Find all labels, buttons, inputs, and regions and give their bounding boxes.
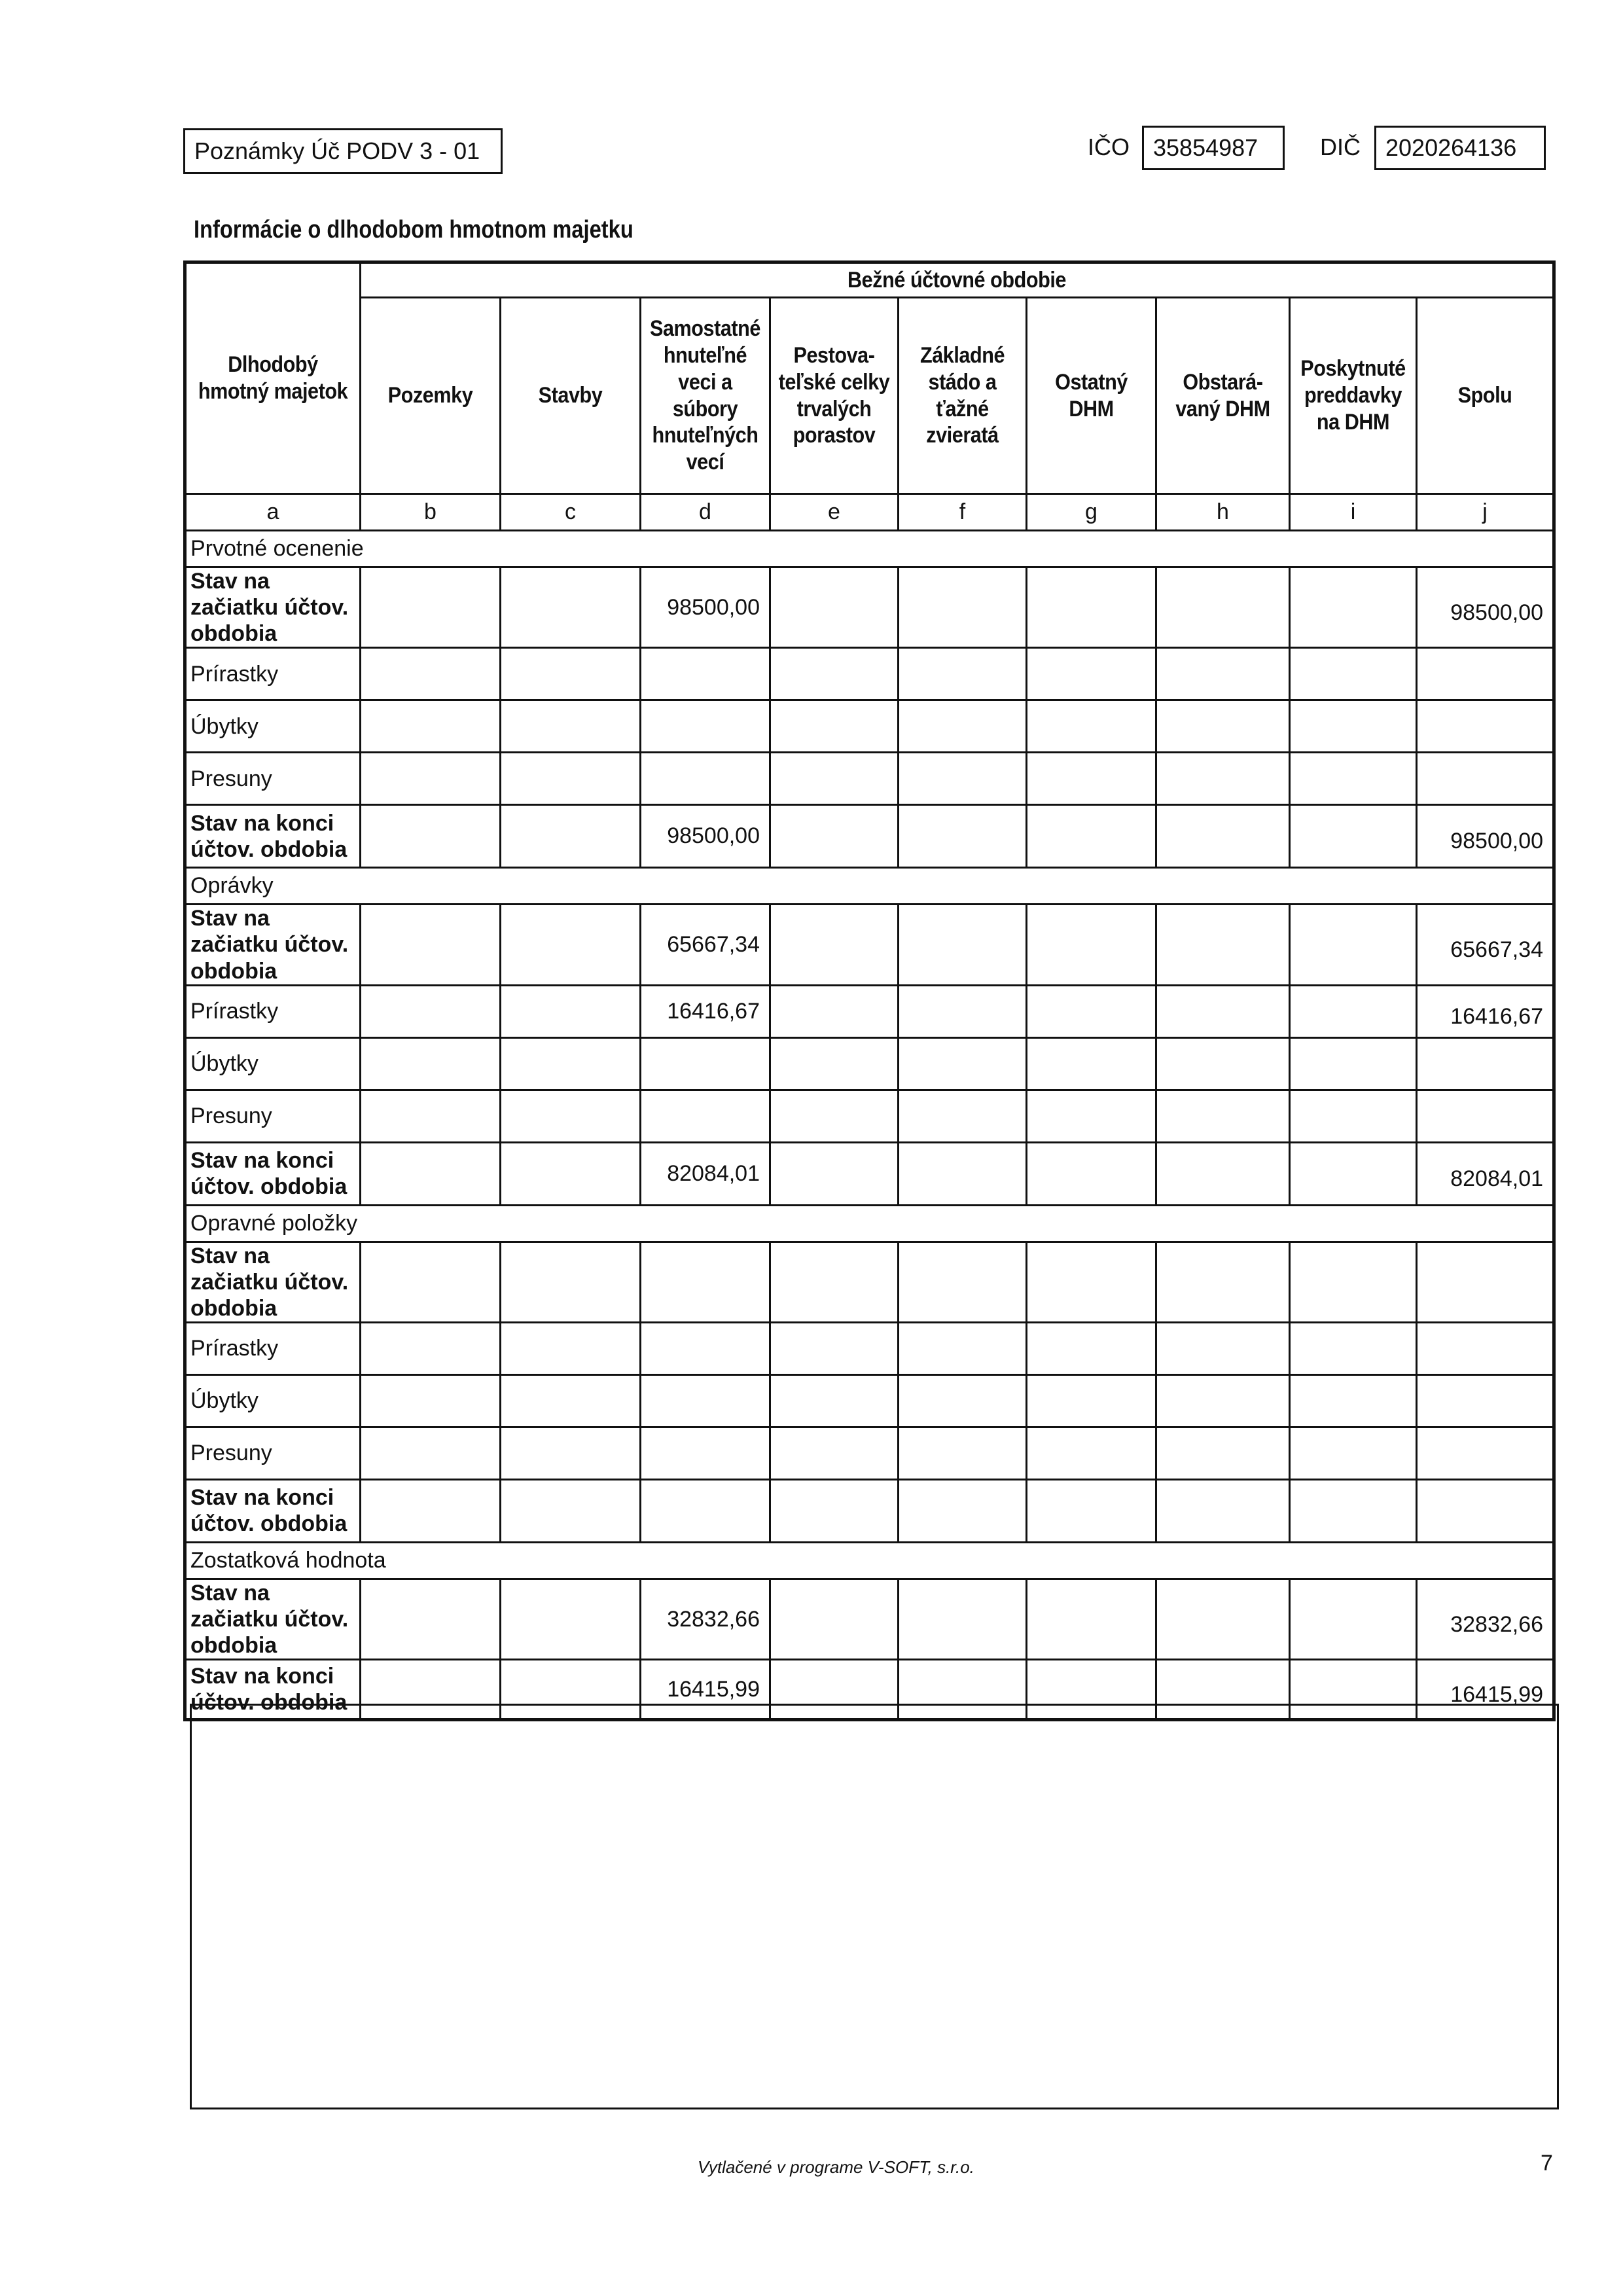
row-label: Prírastky (185, 1322, 361, 1374)
value-cell (770, 1427, 899, 1479)
value-cell (361, 1427, 501, 1479)
row-label: Stav na začiatku účtov. obdobia (185, 567, 361, 648)
value-cell (1027, 985, 1156, 1037)
value-cell (770, 1242, 899, 1322)
value-cell (361, 700, 501, 753)
section-row (185, 531, 1554, 567)
table-row (185, 1427, 1554, 1479)
value-cell (1156, 648, 1290, 700)
value-cell (1027, 1242, 1156, 1322)
value-cell: 16416,67 (641, 985, 770, 1037)
row-label: Stav na konci účtov. obdobia (185, 1142, 361, 1205)
value-cell (770, 985, 899, 1037)
column-header-obstaravany-dhm: Obstará-vaný DHM (1156, 298, 1290, 494)
value-cell (1417, 1090, 1554, 1142)
value-cell (1290, 1374, 1417, 1427)
value-cell: 16415,99 (1417, 1660, 1554, 1720)
value-cell (501, 905, 641, 985)
value-cell (361, 805, 501, 868)
section-row (185, 1542, 1554, 1579)
value-cell (1027, 1142, 1156, 1205)
column-letter: e (770, 494, 899, 531)
dic-label: DIČ (1320, 134, 1361, 160)
value-cell (501, 805, 641, 868)
value-cell (1027, 753, 1156, 805)
table-row (185, 1579, 1554, 1659)
value-cell (361, 567, 501, 648)
document-id: Poznámky Úč PODV 3 - 01 (194, 137, 480, 164)
value-cell (1027, 648, 1156, 700)
column-header-pozemky: Pozemky (361, 298, 501, 494)
value-cell (1290, 985, 1417, 1037)
row-label: Stav na začiatku účtov. obdobia (185, 1579, 361, 1659)
value-cell: 16416,67 (1417, 985, 1554, 1037)
value-cell (1290, 1090, 1417, 1142)
value-cell (1417, 648, 1554, 700)
value-cell (361, 1479, 501, 1542)
value-cell (899, 1374, 1027, 1427)
value-cell (1417, 1322, 1554, 1374)
page-title: Informácie o dlhodobom hmotnom majetku (194, 216, 633, 243)
value-cell: 82084,01 (1417, 1142, 1554, 1205)
value-cell (361, 1579, 501, 1659)
value-cell (501, 1322, 641, 1374)
row-label: Prírastky (185, 648, 361, 700)
value-cell (1156, 1374, 1290, 1427)
value-cell (1156, 1090, 1290, 1142)
value-cell (770, 1037, 899, 1090)
table-row (185, 1322, 1554, 1374)
value-cell (361, 1242, 501, 1322)
value-cell (501, 1374, 641, 1427)
column-header-hnutelne-veci: Samostatné hnuteľné veci a súbory hnuteľných vecí (641, 298, 770, 494)
table-row (185, 1090, 1554, 1142)
column-letter: j (1417, 494, 1554, 531)
row-label: Stav na konci účtov. obdobia (185, 1660, 361, 1720)
row-label: Prírastky (185, 985, 361, 1037)
value-cell (899, 1479, 1027, 1542)
value-cell (641, 1037, 770, 1090)
section-row (185, 1205, 1554, 1242)
value-cell (1156, 1427, 1290, 1479)
column-header-zakladne-stado: Základné stádo a ťažné zvieratá (899, 298, 1027, 494)
table-row (185, 700, 1554, 753)
table-row (185, 805, 1554, 868)
value-cell (1417, 1374, 1554, 1427)
value-cell (1156, 985, 1290, 1037)
value-cell (361, 1374, 501, 1427)
row-label: Úbytky (185, 700, 361, 753)
value-cell (899, 985, 1027, 1037)
column-header-spolu: Spolu (1417, 298, 1554, 494)
value-cell (1417, 1242, 1554, 1322)
value-cell (361, 1142, 501, 1205)
value-cell (1027, 700, 1156, 753)
value-cell (361, 1037, 501, 1090)
value-cell: 98500,00 (1417, 805, 1554, 868)
value-cell (641, 648, 770, 700)
value-cell (501, 648, 641, 700)
value-cell (641, 1374, 770, 1427)
value-cell: 16415,99 (641, 1660, 770, 1720)
column-letter: c (501, 494, 641, 531)
page-number: 7 (1541, 2151, 1553, 2176)
value-cell (899, 1427, 1027, 1479)
column-header-stavby: Stavby (501, 298, 641, 494)
column-letter: b (361, 494, 501, 531)
value-cell (899, 1242, 1027, 1322)
value-cell (501, 1090, 641, 1142)
value-cell: 98500,00 (1417, 567, 1554, 648)
value-cell (770, 1090, 899, 1142)
value-cell (899, 1579, 1027, 1659)
value-cell (361, 985, 501, 1037)
value-cell (770, 805, 899, 868)
value-cell (361, 905, 501, 985)
value-cell (899, 567, 1027, 648)
value-cell (770, 753, 899, 805)
value-cell (899, 1090, 1027, 1142)
section-title: Zostatková hodnota (185, 1542, 1554, 1579)
value-cell (899, 648, 1027, 700)
table-row (185, 1374, 1554, 1427)
value-cell (770, 648, 899, 700)
value-cell (1156, 1037, 1290, 1090)
value-cell (1156, 1322, 1290, 1374)
table-row (185, 1037, 1554, 1090)
column-letter: a (185, 494, 361, 531)
value-cell (770, 1374, 899, 1427)
value-cell (501, 1037, 641, 1090)
value-cell (899, 1037, 1027, 1090)
value-cell (641, 1479, 770, 1542)
value-cell (1027, 1090, 1156, 1142)
value-cell (501, 1427, 641, 1479)
dic-value: 2020264136 (1385, 134, 1517, 161)
value-cell (770, 700, 899, 753)
value-cell (899, 1142, 1027, 1205)
column-letter: f (899, 494, 1027, 531)
value-cell (770, 1579, 899, 1659)
value-cell (501, 1479, 641, 1542)
value-cell (1027, 905, 1156, 985)
value-cell (501, 753, 641, 805)
row-label: Úbytky (185, 1037, 361, 1090)
asset-table (183, 260, 1556, 1721)
dic-value-box (1374, 126, 1546, 170)
value-cell (361, 1322, 501, 1374)
value-cell: 65667,34 (641, 905, 770, 985)
footer-text: Vytlačené v programe V-SOFT, s.r.o. (698, 2157, 974, 2177)
value-cell (641, 1322, 770, 1374)
value-cell (1417, 1037, 1554, 1090)
row-label: Presuny (185, 1090, 361, 1142)
value-cell (1290, 648, 1417, 700)
value-cell (899, 805, 1027, 868)
section-title: Prvotné ocenenie (185, 531, 1554, 567)
value-cell (1027, 1427, 1156, 1479)
ico-label: IČO (1088, 134, 1130, 160)
value-cell (1417, 1479, 1554, 1542)
value-cell (1290, 1579, 1417, 1659)
value-cell (770, 905, 899, 985)
table-row (185, 985, 1554, 1037)
value-cell (1156, 753, 1290, 805)
table-row (185, 1142, 1554, 1205)
value-cell (770, 1322, 899, 1374)
value-cell (361, 753, 501, 805)
row-label: Presuny (185, 753, 361, 805)
value-cell (1290, 1037, 1417, 1090)
value-cell (899, 1322, 1027, 1374)
value-cell (1027, 567, 1156, 648)
column-letter: g (1027, 494, 1156, 531)
value-cell (361, 1090, 501, 1142)
ico-value: 35854987 (1153, 134, 1258, 161)
first-column-header: Dlhodobý hmotný majetok (185, 262, 361, 494)
value-cell (641, 753, 770, 805)
value-cell (899, 905, 1027, 985)
value-cell: 82084,01 (641, 1142, 770, 1205)
value-cell (1417, 1427, 1554, 1479)
value-cell (1417, 700, 1554, 753)
section-row (185, 868, 1554, 905)
value-cell (1290, 1479, 1417, 1542)
value-cell (1027, 1374, 1156, 1427)
period-header: Bežné účtovné obdobie (361, 262, 1554, 298)
value-cell (770, 1142, 899, 1205)
notes-box (190, 1704, 1559, 2109)
table-body (185, 531, 1554, 1720)
row-label: Stav na začiatku účtov. obdobia (185, 905, 361, 985)
value-cell (1417, 753, 1554, 805)
value-cell (770, 567, 899, 648)
table-row (185, 567, 1554, 648)
value-cell (501, 1242, 641, 1322)
column-header-ostatny-dhm: Ostatný DHM (1027, 298, 1156, 494)
value-cell (641, 700, 770, 753)
value-cell (1156, 700, 1290, 753)
value-cell (501, 1579, 641, 1659)
value-cell (770, 1479, 899, 1542)
ico-value-box (1142, 126, 1285, 170)
value-cell (1290, 1322, 1417, 1374)
value-cell (1156, 1479, 1290, 1542)
value-cell (1290, 1142, 1417, 1205)
column-letter: d (641, 494, 770, 531)
row-label: Stav na konci účtov. obdobia (185, 1479, 361, 1542)
value-cell (1027, 1579, 1156, 1659)
value-cell (501, 985, 641, 1037)
value-cell (501, 1142, 641, 1205)
section-title: Opravné položky (185, 1205, 1554, 1242)
table-row (185, 905, 1554, 985)
value-cell: 32832,66 (641, 1579, 770, 1659)
column-header-preddavky: Poskytnuté preddavky na DHM (1290, 298, 1417, 494)
row-label: Úbytky (185, 1374, 361, 1427)
value-cell: 98500,00 (641, 805, 770, 868)
value-cell (361, 648, 501, 700)
value-cell (1290, 1427, 1417, 1479)
value-cell (1156, 905, 1290, 985)
value-cell (1290, 905, 1417, 985)
value-cell (1156, 1142, 1290, 1205)
column-letter: i (1290, 494, 1417, 531)
value-cell (1290, 805, 1417, 868)
value-cell (1027, 1479, 1156, 1542)
value-cell (1290, 753, 1417, 805)
row-label: Stav na začiatku účtov. obdobia (185, 1242, 361, 1322)
value-cell (1290, 1242, 1417, 1322)
value-cell (899, 700, 1027, 753)
table-row (185, 1479, 1554, 1542)
value-cell (641, 1427, 770, 1479)
value-cell (1156, 567, 1290, 648)
section-title: Oprávky (185, 868, 1554, 905)
value-cell (1290, 567, 1417, 648)
value-cell (641, 1242, 770, 1322)
value-cell: 98500,00 (641, 567, 770, 648)
value-cell: 32832,66 (1417, 1579, 1554, 1659)
row-label: Presuny (185, 1427, 361, 1479)
column-header-pestovatelske-celky: Pestova-teľské celky trvalých porastov (770, 298, 899, 494)
value-cell (1027, 1322, 1156, 1374)
value-cell (899, 753, 1027, 805)
value-cell (1290, 700, 1417, 753)
value-cell (1156, 1242, 1290, 1322)
value-cell: 65667,34 (1417, 905, 1554, 985)
value-cell (1027, 1037, 1156, 1090)
table-row (185, 753, 1554, 805)
value-cell (1027, 805, 1156, 868)
table-row (185, 648, 1554, 700)
value-cell (1156, 805, 1290, 868)
document-id-box (183, 128, 503, 174)
row-label: Stav na konci účtov. obdobia (185, 805, 361, 868)
table-row (185, 1242, 1554, 1322)
value-cell (1156, 1579, 1290, 1659)
value-cell (501, 700, 641, 753)
value-cell (641, 1090, 770, 1142)
column-letter: h (1156, 494, 1290, 531)
value-cell (501, 567, 641, 648)
